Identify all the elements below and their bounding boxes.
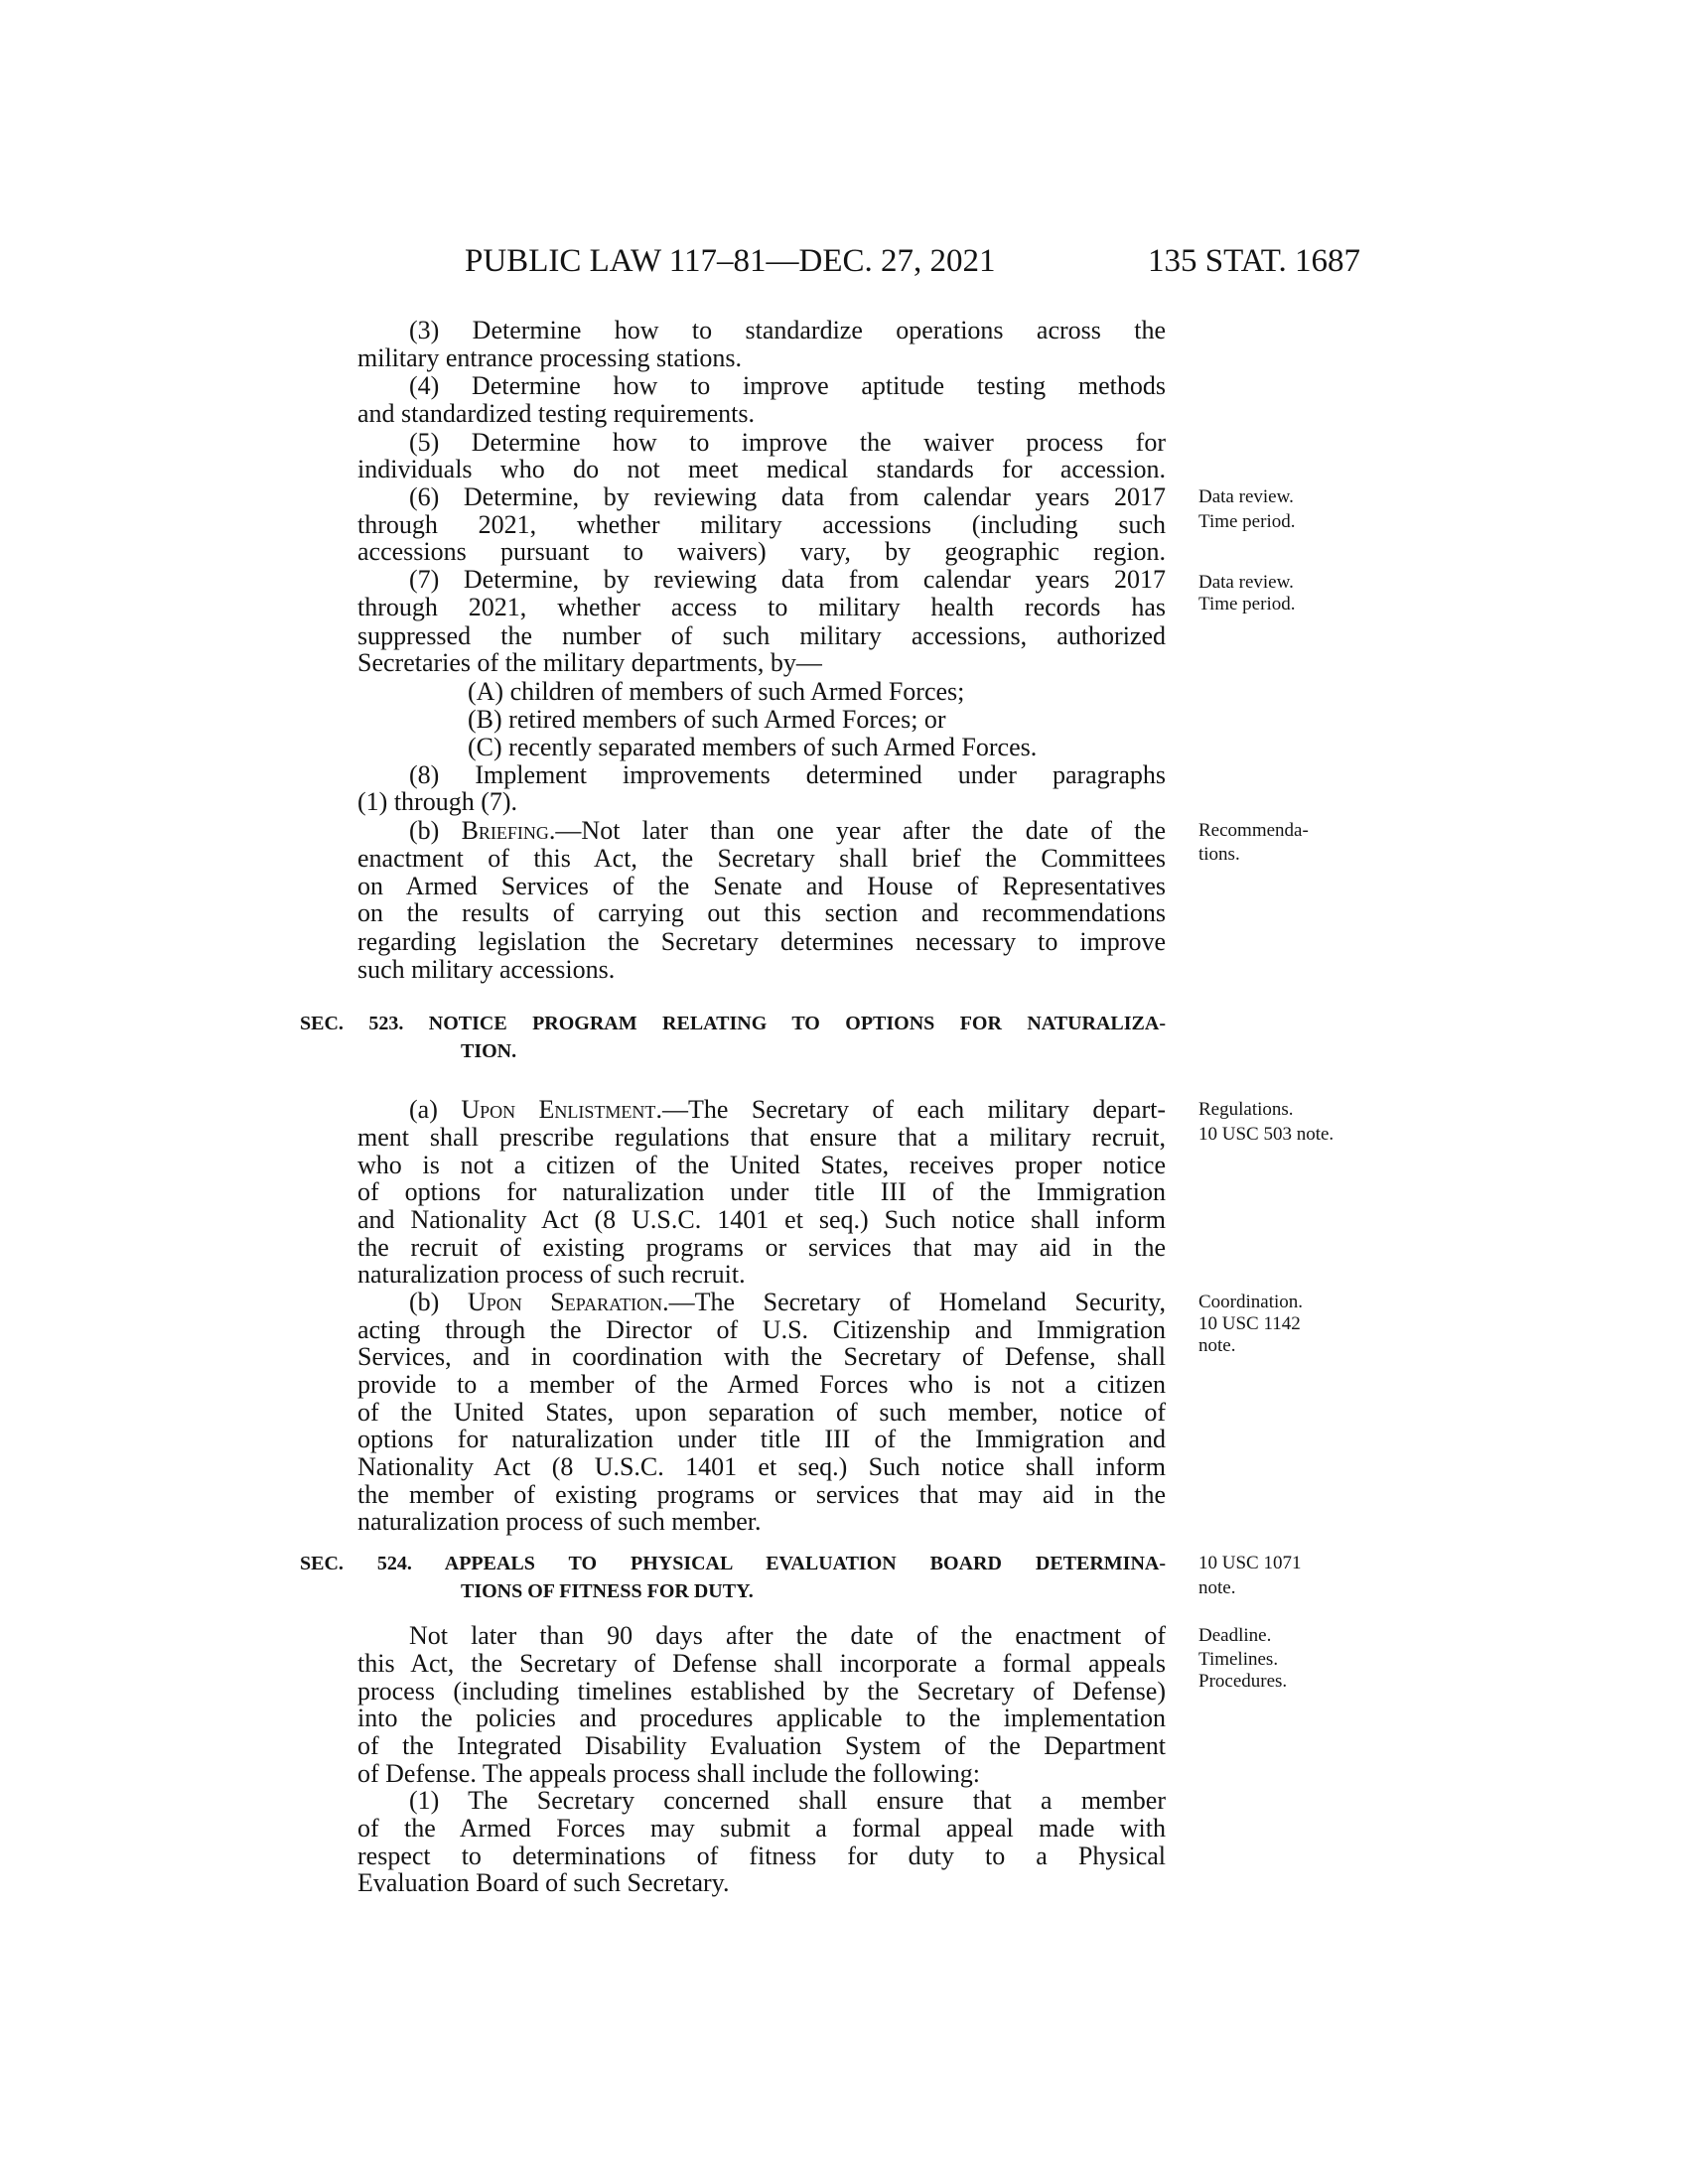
body-line	[409, 817, 1166, 845]
body-line: (C) recently separated members of such Armed Forces.	[468, 733, 1038, 761]
section-heading: SEC. 524. APPEALS TO PHYSICAL EVALUATION BOARD DETERMINA-	[300, 1553, 1166, 1574]
body-line: of the Integrated Disability Evaluation System of the Department	[357, 1731, 1166, 1760]
body-line: respect to determinations of fitness for duty to a Physical	[357, 1842, 1166, 1870]
section-heading: SEC. 523. NOTICE PROGRAM RELATING TO OPTIONS FOR NATURALIZA-	[300, 1013, 1166, 1034]
section-heading-continuation: TIONS OF FITNESS FOR DUTY.	[461, 1580, 754, 1602]
margin-note: Data review.	[1198, 486, 1294, 507]
body-line: Services, and in coordination with the Secretary of Defense, shall	[357, 1342, 1166, 1371]
body-line: on the results of carrying out this section and recommendations	[357, 898, 1166, 927]
body-line: Secretaries of the military departments, by—	[357, 648, 822, 677]
margin-note: 10 USC 1071	[1198, 1553, 1302, 1573]
body-line: individuals who do not meet medical standards for accession.	[357, 455, 1166, 483]
body-line: naturalization process of such member.	[357, 1507, 762, 1536]
margin-note: Procedures.	[1198, 1671, 1288, 1692]
paragraph-text: .—The Secretary of each military depart-	[655, 1095, 1167, 1124]
margin-note: Data review.	[1198, 572, 1294, 593]
body-line: (4) Determine how to improve aptitude testing methods	[409, 371, 1166, 400]
body-line: on Armed Services of the Senate and House of Representatives	[357, 872, 1166, 900]
body-line: the member of existing programs or services that may aid in the	[357, 1480, 1166, 1509]
margin-note: 10 USC 1142	[1198, 1313, 1301, 1334]
body-line: enactment of this Act, the Secretary shall brief the Committees	[357, 844, 1166, 873]
body-line	[409, 1096, 1166, 1124]
body-line: ment shall prescribe regulations that ensure that a military recruit,	[357, 1123, 1166, 1152]
body-line: suppressed the number of such military accessions, authorized	[357, 621, 1166, 650]
body-line: (5) Determine how to improve the waiver process for	[409, 428, 1166, 457]
margin-note: Time period.	[1198, 511, 1296, 532]
body-line: options for naturalization under title III of the Immigration and	[357, 1425, 1166, 1453]
body-line: (6) Determine, by reviewing data from calendar years 2017	[409, 482, 1166, 511]
running-header-title: PUBLIC LAW 117–81—DEC. 27, 2021	[465, 243, 996, 279]
section-heading-continuation: TION.	[461, 1040, 517, 1062]
body-line: provide to a member of the Armed Forces who is not a citizen	[357, 1370, 1166, 1399]
margin-note: Coordination.	[1198, 1292, 1304, 1312]
paragraph-designator: (b)	[409, 816, 462, 845]
paragraph-designator: (a)	[409, 1095, 462, 1124]
margin-note: note.	[1198, 1577, 1236, 1598]
body-line: and standardized testing requirements.	[357, 399, 755, 428]
margin-note: 10 USC 503 note.	[1198, 1124, 1335, 1145]
body-line: who is not a citizen of the United States, receives proper notice	[357, 1151, 1166, 1179]
body-line: into the policies and procedures applicable to the implementation	[357, 1704, 1166, 1732]
paragraph-designator: (b)	[409, 1288, 468, 1316]
body-line: and Nationality Act (8 U.S.C. 1401 et seq.) Such notice shall inform	[357, 1205, 1166, 1234]
body-line: the recruit of existing programs or services that may aid in the	[357, 1233, 1166, 1262]
body-line: this Act, the Secretary of Defense shall incorporate a formal appeals	[357, 1649, 1166, 1678]
body-line: military entrance processing stations.	[357, 343, 743, 372]
body-line: Nationality Act (8 U.S.C. 1401 et seq.) Such notice shall inform	[357, 1452, 1166, 1481]
paragraph-heading: Upon Enlistment	[461, 1095, 656, 1124]
body-line: through 2021, whether access to military health records has	[357, 593, 1166, 621]
body-line: of options for naturalization under title III of the Immigration	[357, 1177, 1166, 1206]
margin-note: Deadline.	[1198, 1625, 1272, 1646]
paragraph-heading: Upon Separation	[467, 1288, 663, 1316]
paragraph-text: .—The Secretary of Homeland Security,	[662, 1288, 1166, 1316]
body-line: (8) Implement improvements determined under paragraphs	[409, 760, 1166, 789]
body-line: process (including timelines established by the Secretary of Defense)	[357, 1677, 1166, 1706]
body-line	[409, 1289, 1166, 1316]
body-line: acting through the Director of U.S. Citizenship and Immigration	[357, 1315, 1166, 1344]
body-line: accessions pursuant to waivers) vary, by geographic region.	[357, 537, 1166, 566]
margin-note: Regulations.	[1198, 1099, 1294, 1120]
body-line: of the Armed Forces may submit a formal appeal made with	[357, 1814, 1166, 1843]
body-line: (1) The Secretary concerned shall ensure that a member	[409, 1786, 1166, 1815]
body-line: naturalization process of such recruit.	[357, 1260, 746, 1289]
body-line: (1) through (7).	[357, 787, 518, 816]
body-line: (B) retired members of such Armed Forces; or	[468, 705, 946, 734]
body-line: of the United States, upon separation of such member, notice of	[357, 1398, 1166, 1427]
margin-note: Timelines.	[1198, 1649, 1279, 1670]
body-line: through 2021, whether military accessions (including such	[357, 510, 1166, 539]
body-line: such military accessions.	[357, 955, 616, 984]
running-header-page-number: 135 STAT. 1687	[1147, 243, 1360, 279]
paragraph-text: .—Not later than one year after the date of the	[548, 816, 1166, 845]
body-line: regarding legislation the Secretary determines necessary to improve	[357, 927, 1166, 956]
body-line: (A) children of members of such Armed Forces;	[468, 677, 965, 706]
margin-note: Time period.	[1198, 594, 1296, 614]
body-line: of Defense. The appeals process shall include the following:	[357, 1759, 980, 1788]
body-line: (7) Determine, by reviewing data from calendar years 2017	[409, 565, 1166, 594]
margin-note: Recommenda-	[1198, 820, 1309, 841]
body-line: Evaluation Board of such Secretary.	[357, 1868, 730, 1897]
paragraph-heading: Briefing	[461, 816, 549, 845]
body-line: Not later than 90 days after the date of the enactment of	[409, 1621, 1166, 1650]
margin-note: tions.	[1198, 844, 1240, 865]
margin-note: note.	[1198, 1335, 1236, 1356]
body-line: (3) Determine how to standardize operations across the	[409, 316, 1166, 344]
